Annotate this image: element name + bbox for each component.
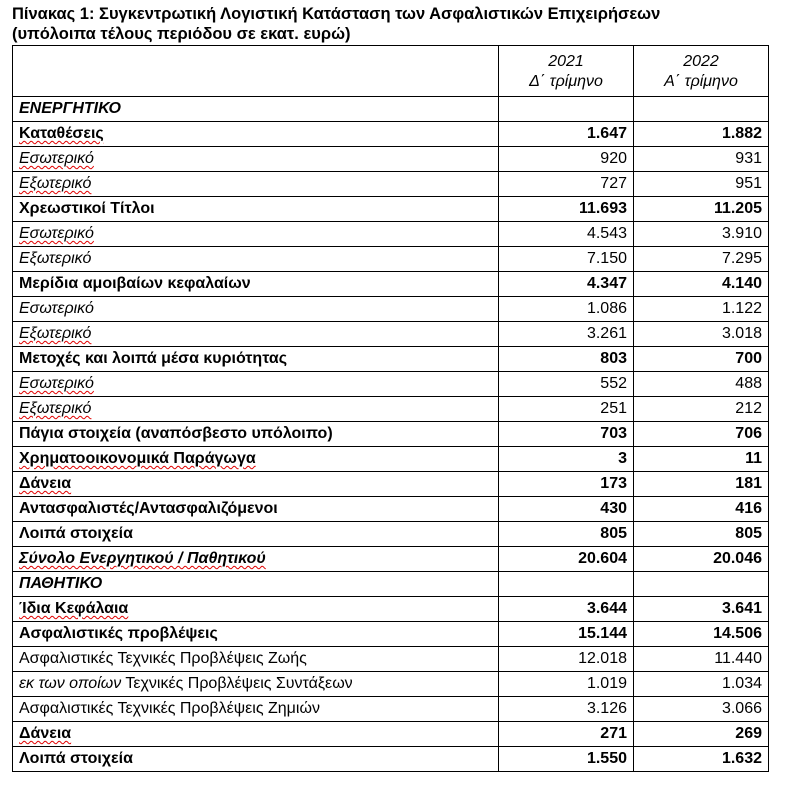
table-row [13, 697, 769, 722]
table-row [13, 222, 769, 247]
col-quarter: Α΄ τρίμηνο [664, 73, 738, 90]
row-label: Εξωτερικό [13, 322, 499, 347]
row-label: Λοιπά στοιχεία [13, 747, 499, 772]
row-label: Ίδια Κεφάλαια [13, 597, 499, 622]
row-label: Δάνεια [13, 722, 499, 747]
value-2022: 706 [634, 422, 769, 447]
row-label-prefix: εκ των οποίων [19, 675, 122, 692]
value-2022: 3.641 [634, 597, 769, 622]
value-2022: 3.910 [634, 222, 769, 247]
value-2021: 552 [499, 372, 634, 397]
row-label: Εσωτερικό [13, 147, 499, 172]
value-2021: 1.086 [499, 297, 634, 322]
value-2021: 7.150 [499, 247, 634, 272]
value-2022: 805 [634, 522, 769, 547]
value-2021: 703 [499, 422, 634, 447]
total-row [13, 547, 769, 572]
value-2022: 181 [634, 472, 769, 497]
value-2021: 1.019 [499, 672, 634, 697]
value-2021: 1.647 [499, 122, 634, 147]
value-2022: 700 [634, 347, 769, 372]
value-2021: 3.126 [499, 697, 634, 722]
value-2021: 4.543 [499, 222, 634, 247]
title-line-2: (υπόλοιπα τέλους περιόδου σε εκατ. ευρώ) [12, 25, 351, 43]
table-row [13, 447, 769, 472]
row-label [13, 672, 499, 697]
value-2022: 3.066 [634, 697, 769, 722]
row-label: Εξωτερικό [13, 397, 499, 422]
table-title [12, 4, 660, 44]
title-line-1: Πίνακας 1: Συγκεντρωτική Λογιστική Κατάσταση των Ασφαλιστικών Επιχειρήσεων [12, 5, 661, 23]
table-row [13, 372, 769, 397]
row-label: Εσωτερικό [13, 222, 499, 247]
value-2022: 1.632 [634, 747, 769, 772]
value-2022: 951 [634, 172, 769, 197]
row-label: Εξωτερικό [13, 172, 499, 197]
table-row [13, 347, 769, 372]
header-blank-cell [13, 46, 499, 97]
row-label: Εσωτερικό [13, 297, 499, 322]
row-label: Σύνολο Ενεργητικού / Παθητικού [13, 547, 499, 572]
table-row [13, 272, 769, 297]
value-2022: 269 [634, 722, 769, 747]
value-2021: 727 [499, 172, 634, 197]
value-2022: 931 [634, 147, 769, 172]
value-2021: 3 [499, 447, 634, 472]
value-2021: 15.144 [499, 622, 634, 647]
value-2022: 212 [634, 397, 769, 422]
row-label: Λοιπά στοιχεία [13, 522, 499, 547]
row-label: Χρεωστικοί Τίτλοι [13, 197, 499, 222]
row-label: Ασφαλιστικές προβλέψεις [13, 622, 499, 647]
header-col-2021 [499, 46, 634, 97]
row-label: Αντασφαλιστές/Αντασφαλιζόμενοι [13, 497, 499, 522]
value-2021: 1.550 [499, 747, 634, 772]
table-row [13, 597, 769, 622]
table-row [13, 297, 769, 322]
balance-sheet-table [12, 45, 769, 772]
value-2021: 12.018 [499, 647, 634, 672]
value-2022: 1.122 [634, 297, 769, 322]
value-2022: 7.295 [634, 247, 769, 272]
section-label: ΠΑΘΗΤΙΚΟ [13, 572, 499, 597]
row-label: Πάγια στοιχεία (αναπόσβεστο υπόλοιπο) [13, 422, 499, 447]
row-label: Ασφαλιστικές Τεχνικές Προβλέψεις Ζωής [13, 647, 499, 672]
table-row [13, 647, 769, 672]
value-2022: 3.018 [634, 322, 769, 347]
row-label: Εξωτερικό [13, 247, 499, 272]
value-2021: 920 [499, 147, 634, 172]
row-label-text: Τεχνικές Προβλέψεις Συντάξεων [125, 675, 353, 692]
value-2021: 4.347 [499, 272, 634, 297]
value-2022: 14.506 [634, 622, 769, 647]
section-heading-liabilities [13, 572, 769, 597]
value-2022: 4.140 [634, 272, 769, 297]
row-label: Χρηματοοικονομικά Παράγωγα [13, 447, 499, 472]
col-year: 2021 [548, 53, 584, 70]
row-label: Μετοχές και λοιπά μέσα κυριότητας [13, 347, 499, 372]
table-row [13, 122, 769, 147]
table-row [13, 497, 769, 522]
row-label: Δάνεια [13, 472, 499, 497]
value-2022: 20.046 [634, 547, 769, 572]
value-2022: 1.034 [634, 672, 769, 697]
value-2021: 173 [499, 472, 634, 497]
value-2022: 1.882 [634, 122, 769, 147]
row-label: Καταθέσεις [13, 122, 499, 147]
value-2022: 11.205 [634, 197, 769, 222]
table-row [13, 172, 769, 197]
value-2021: 805 [499, 522, 634, 547]
col-quarter: Δ΄ τρίμηνο [529, 73, 603, 90]
section-label: ΕΝΕΡΓΗΤΙΚΟ [13, 97, 499, 122]
table-row [13, 722, 769, 747]
table-row [13, 472, 769, 497]
table-row [13, 322, 769, 347]
value-2021: 3.261 [499, 322, 634, 347]
table-row [13, 197, 769, 222]
row-label: Μερίδια αμοιβαίων κεφαλαίων [13, 272, 499, 297]
table-row [13, 622, 769, 647]
value-2021: 271 [499, 722, 634, 747]
table-row [13, 522, 769, 547]
table-row [13, 247, 769, 272]
value-2021: 251 [499, 397, 634, 422]
header-col-2022 [634, 46, 769, 97]
value-2022: 11 [634, 447, 769, 472]
value-2022: 488 [634, 372, 769, 397]
value-2021: 430 [499, 497, 634, 522]
row-label: Εσωτερικό [13, 372, 499, 397]
value-2022: 11.440 [634, 647, 769, 672]
table-row [13, 672, 769, 697]
table-row [13, 147, 769, 172]
section-heading-assets [13, 97, 769, 122]
value-2021: 803 [499, 347, 634, 372]
row-label: Ασφαλιστικές Τεχνικές Προβλέψεις Ζημιών [13, 697, 499, 722]
value-2022: 416 [634, 497, 769, 522]
value-2021: 11.693 [499, 197, 634, 222]
value-2021: 3.644 [499, 597, 634, 622]
table-row [13, 422, 769, 447]
col-year: 2022 [683, 53, 719, 70]
header-row [13, 46, 769, 97]
table-row [13, 397, 769, 422]
table-row [13, 747, 769, 772]
value-2021: 20.604 [499, 547, 634, 572]
